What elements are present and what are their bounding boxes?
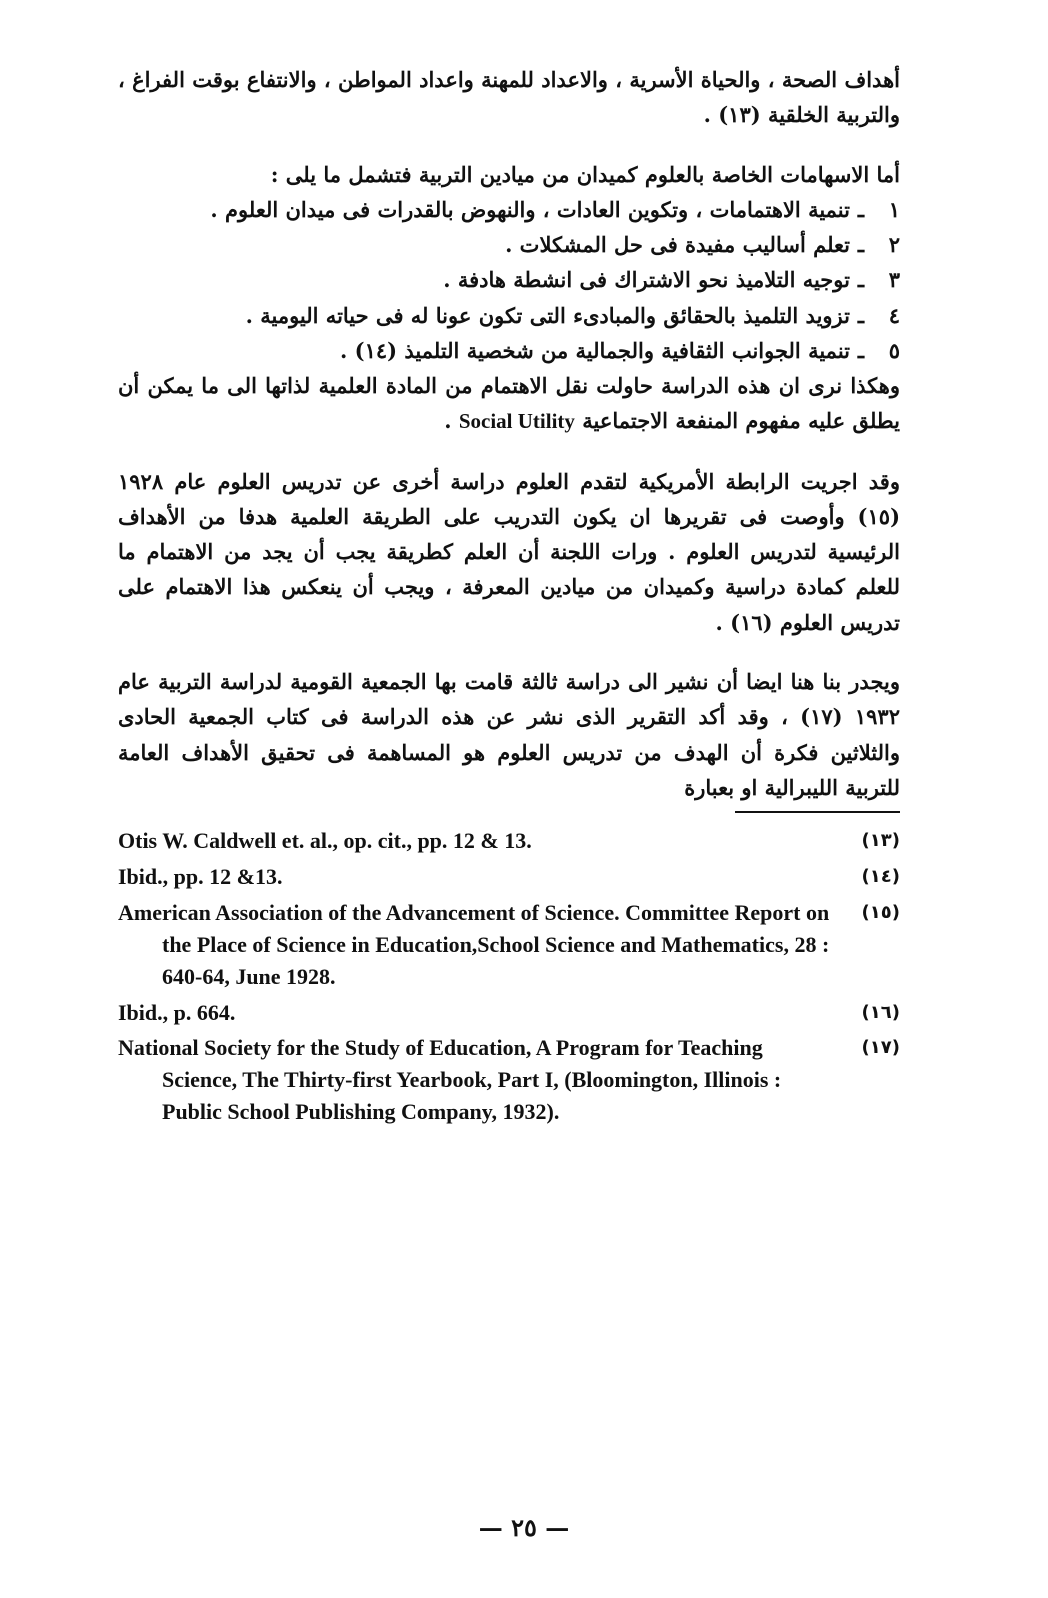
list-item-dash: ـ xyxy=(857,337,865,363)
page-number: — ٢٥ — xyxy=(478,1513,570,1542)
list-item-number: ٢ xyxy=(888,232,900,258)
list-item-number: ٣ xyxy=(888,267,900,293)
list-item xyxy=(118,262,900,297)
list-item xyxy=(118,227,900,262)
footnote-text: Otis W. Caldwell et. al., op. cit., pp. 12 & 13. xyxy=(118,828,532,854)
footnote xyxy=(118,861,900,893)
contributions-intro: أما الاسهامات الخاصة بالعلوم كميدان من ميادين التربية فتشمل ما يلى : xyxy=(270,161,900,187)
list-item-text: توجيه التلاميذ نحو الاشتراك فى انشطة هادفة . xyxy=(443,267,850,293)
social-utility-paragraph xyxy=(118,368,900,440)
list-item xyxy=(118,298,900,333)
list-item-dash: ـ xyxy=(857,196,865,222)
social-utility-period: . xyxy=(444,408,452,434)
footnote-separator xyxy=(735,811,900,813)
arabic-body xyxy=(118,62,900,805)
social-utility-term: Social Utility xyxy=(458,409,575,434)
footnote-number: (١٣) xyxy=(861,830,900,852)
footnote-text: American Association of the Advancement of Science. Committee Report on the Place of Science in Education,School Science and Mathematics, 28 : 640-64, June 1928. xyxy=(118,899,830,989)
list-item-dash: ـ xyxy=(857,302,865,328)
list-item-text: تنمية الجوانب الثقافية والجمالية من شخصية التلميذ (١٤) . xyxy=(340,337,850,363)
list-item-dash: ـ xyxy=(857,267,865,293)
list-item-number: ١ xyxy=(888,196,900,222)
intro-paragraph: أهداف الصحة ، والحياة الأسرية ، والاعداد للمهنة واعداد المواطن ، والانتفاع بوقت الفراغ ، والتربية الخلقية (١٣) . xyxy=(118,67,900,128)
footnote-text: National Society for the Study of Education, A Program for Teaching Science, The Thirty-first Yearbook, Part I, (Bloomington, Illinois : Public School Publishing Company, 1932). xyxy=(118,1035,782,1125)
contributions-list xyxy=(118,192,900,368)
list-item xyxy=(118,333,900,368)
footnote-text: Ibid., p. 664. xyxy=(118,999,236,1025)
footnote-text: Ibid., pp. 12 &13. xyxy=(118,863,283,889)
footnote xyxy=(118,825,900,857)
nsse-1932-paragraph: ويجدر بنا هنا ايضا أن نشير الى دراسة ثالثة قامت بها الجمعية القومية لدراسة التربية عام ١٩٣٢ (١٧) ، وقد أكد التقرير الذى نشر عن هذه الدراسة فى كتاب الجمعية الحادى والثلاثين فكرة أن الهدف من تدريس العلوم هو المساهمة فى تحقيق الأهداف العامة للتربية الليبرالية او بعبارة xyxy=(118,668,900,800)
aaas-1928-paragraph: وقد اجريت الرابطة الأمريكية لتقدم العلوم دراسة أخرى عن تدريس العلوم عام ١٩٢٨ (١٥) وأوصت فى تقريرها ان يكون التدريب على الطريقة العلمية هدفا من الأهداف الرئيسية لتدريس العلوم . ورات اللجنة أن العلم كطريقة يجب أن يجد من الاهتمام ما للعلم كمادة دراسية وكميدان من ميادين المعرفة ، ويجب أن ينعكس هذا الاهتمام على تدريس العلوم (١٦) . xyxy=(118,468,900,635)
list-item-text: تنمية الاهتمامات ، وتكوين العادات ، والنهوض بالقدرات فى ميدان العلوم . xyxy=(210,196,850,222)
list-item xyxy=(118,192,900,227)
footnote xyxy=(118,1032,900,1128)
social-utility-text: وهكذا نرى ان هذه الدراسة حاولت نقل الاهتمام من المادة العلمية لذاتها الى ما يمكن أن يطلق عليه مفهوم المنفعة الاجتماعية xyxy=(118,373,900,434)
footnote xyxy=(118,997,900,1029)
list-item-number: ٥ xyxy=(888,337,900,363)
footnote-number: (١٦) xyxy=(861,1001,900,1023)
list-item-text: تعلم أساليب مفيدة فى حل المشكلات . xyxy=(505,232,850,258)
list-item-text: تزويد التلميذ بالحقائق والمبادىء التى تكون عونا له فى حياته اليومية . xyxy=(245,302,850,328)
footnotes xyxy=(118,825,900,1128)
footnote xyxy=(118,897,900,993)
list-item-number: ٤ xyxy=(888,302,900,328)
footnote-number: (١٧) xyxy=(861,1037,900,1059)
footnote-number: (١٤) xyxy=(861,865,900,887)
footnote-number: (١٥) xyxy=(861,901,900,923)
list-item-dash: ـ xyxy=(857,232,865,258)
